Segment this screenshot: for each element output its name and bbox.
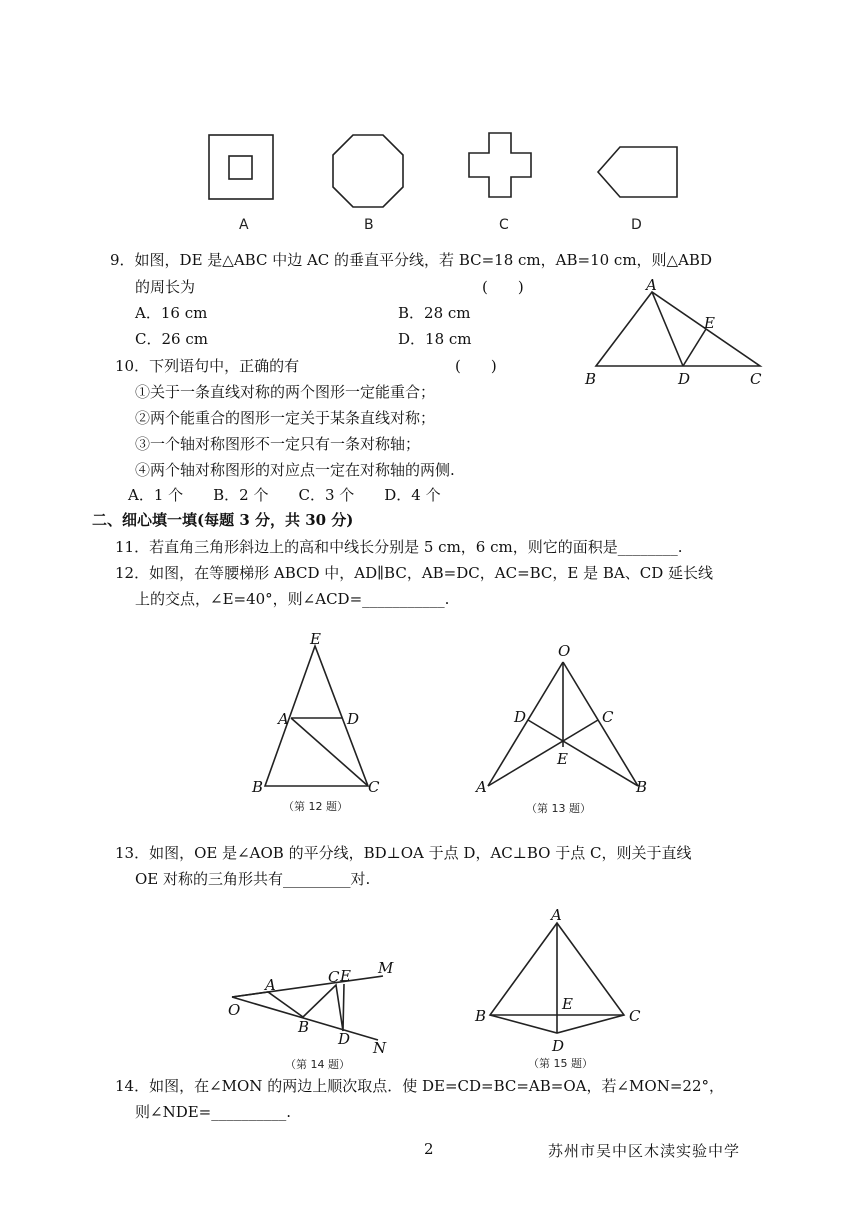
q13-label-e: E	[557, 750, 568, 768]
shape-d-label: D	[631, 217, 642, 233]
q9-label-b: B	[585, 370, 597, 388]
q15-kite-figure	[470, 905, 655, 1075]
q9-answer-paren: ( )	[482, 278, 524, 296]
q9-stem-line1: 9．如图，DE 是△ABC 中边 AC 的垂直平分线，若 BC=18 cm，AB=10 cm，则△ABD	[110, 251, 712, 269]
q12-label-d: D	[347, 710, 360, 728]
q14-label-b: B	[298, 1018, 310, 1036]
q13-stem-line1: 13．如图，OE 是∠AOB 的平分线，BD⊥OA 于点 D，AC⊥BO 于点 C，则关于直线	[115, 844, 692, 862]
q13-caption: （第 13 题）	[526, 802, 591, 815]
q14-label-a: A	[265, 976, 276, 994]
q13-label-d: D	[514, 708, 527, 726]
q12-label-b: B	[252, 778, 264, 796]
shape-c-label: C	[499, 217, 509, 233]
q10-statement-1: ①关于一条直线对称的两个图形一定能重合；	[135, 383, 436, 401]
q14-label-c: C	[328, 968, 340, 986]
q13-label-a: A	[476, 778, 487, 796]
shape-a-label: A	[239, 217, 249, 233]
q9-segment-de	[683, 329, 706, 366]
q9-label-e: E	[704, 314, 715, 332]
q9-label-d: D	[678, 370, 691, 388]
q14-label-e: E	[340, 967, 351, 985]
shape-c-cross	[469, 133, 531, 197]
q13-label-o: O	[558, 642, 571, 660]
q12-caption: （第 12 题）	[283, 800, 348, 813]
q12-label-e: E	[310, 630, 321, 648]
shape-a-inner-square	[229, 156, 252, 179]
q9-label-a: A	[646, 276, 657, 294]
q9-option-c: C．26 cm	[135, 330, 208, 348]
shape-a-outer-square	[209, 135, 273, 199]
school-name: 苏州市吴中区木渎实验中学	[548, 1142, 741, 1160]
q14-label-d: D	[338, 1030, 351, 1048]
q13-label-b: B	[636, 778, 648, 796]
q10-answer-paren: ( )	[455, 357, 497, 375]
q14-label-o: O	[228, 1001, 241, 1019]
q15-label-c: C	[629, 1007, 641, 1025]
shape-d-pentagon	[598, 147, 677, 197]
page-number: 2	[424, 1140, 434, 1158]
q15-label-b: B	[475, 1007, 487, 1025]
q14-label-n: N	[373, 1039, 387, 1057]
q14-stem-line1: 14．如图，在∠MON 的两边上顺次取点．使 DE=CD=BC=AB=OA，若∠MON=22°，	[115, 1077, 724, 1095]
q15-caption: （第 15 题）	[528, 1057, 593, 1070]
q13-segment-ob	[563, 662, 638, 786]
q9-triangle-figure	[580, 278, 780, 393]
q13-angle-bisector-figure	[470, 640, 660, 825]
q9-label-c: C	[750, 370, 762, 388]
q9-option-a: A．16 cm	[135, 304, 208, 322]
shape-b-label: B	[364, 217, 374, 233]
q11-text: 11．若直角三角形斜边上的高和中线长分别是 5 cm，6 cm，则它的面积是________.	[115, 538, 683, 556]
section-2-heading: 二、细心填一填(每题 3 分，共 30 分)	[92, 511, 354, 529]
q14-caption: （第 14 题）	[285, 1058, 350, 1071]
q15-label-d: D	[552, 1037, 565, 1055]
q12-label-a: A	[278, 710, 289, 728]
q14-angle-mon-figure	[225, 960, 400, 1075]
shape-b-octagon	[333, 135, 403, 207]
q12-stem-line2: 上的交点，∠E=40°，则∠ACD=___________.	[135, 590, 450, 608]
q12-label-c: C	[368, 778, 380, 796]
q15-label-a: A	[551, 906, 562, 924]
q12-trapezoid-figure	[248, 630, 388, 820]
q12-segment-ac	[291, 718, 368, 786]
q10-statement-3: ③一个轴对称图形不一定只有一条对称轴；	[135, 435, 421, 453]
q14-stem-line2: 则∠NDE=__________.	[135, 1103, 292, 1121]
q10-options: A．1 个 B．2 个 C．3 个 D．4 个	[128, 486, 441, 504]
shape-options-figure	[195, 125, 695, 235]
q14-zigzag-oabcde	[232, 984, 344, 1031]
q9-option-d: D．18 cm	[398, 330, 472, 348]
q13-stem-line2: OE 对称的三角形共有_________对.	[135, 870, 371, 888]
q14-label-m: M	[378, 959, 394, 977]
q13-label-c: C	[602, 708, 614, 726]
q12-stem-line1: 12．如图，在等腰梯形 ABCD 中，AD∥BC，AB=DC，AC=BC，E 是 BA、CD 延长线	[115, 564, 714, 582]
q15-label-e: E	[562, 995, 573, 1013]
q10-stem: 10．下列语句中，正确的有	[115, 357, 300, 375]
q9-option-b: B．28 cm	[398, 304, 471, 322]
q9-stem-line2: 的周长为	[135, 278, 196, 296]
q10-statement-2: ②两个能重合的图形一定关于某条直线对称；	[135, 409, 436, 427]
q10-statement-4: ④两个轴对称图形的对应点一定在对称轴的两侧.	[135, 461, 455, 479]
